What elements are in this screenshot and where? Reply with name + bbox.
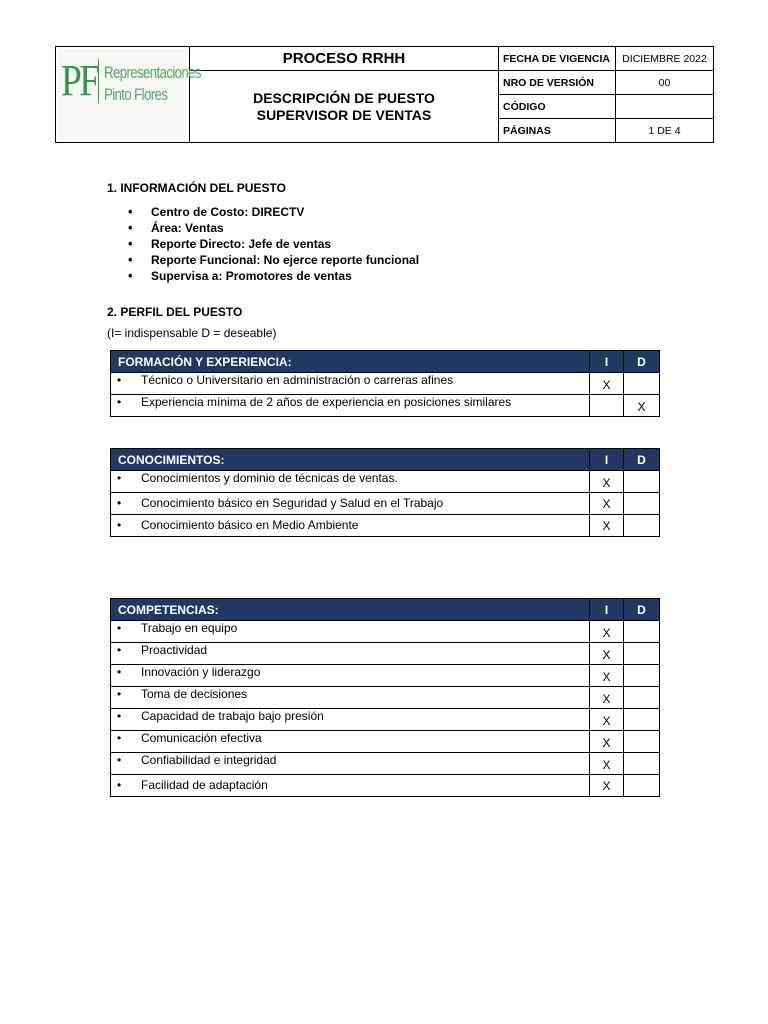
column-i-header: I bbox=[590, 599, 624, 621]
row-text: Proactividad bbox=[141, 643, 208, 657]
document-title-line-1: DESCRIPCIÓN DE PUESTO bbox=[253, 89, 435, 106]
row-text: Trabajo en equipo bbox=[141, 621, 238, 635]
mark-i: X bbox=[590, 709, 624, 731]
mark-i: X bbox=[590, 643, 624, 665]
mark-i bbox=[590, 395, 624, 417]
field-label-version: NRO DE VERSIÓN bbox=[499, 71, 616, 95]
mark-i: X bbox=[590, 731, 624, 753]
list-item: • Centro de Costo: DIRECTV bbox=[128, 204, 419, 220]
mark-i: X bbox=[590, 471, 624, 493]
table-header: COMPETENCIAS: bbox=[111, 599, 590, 621]
process-name: PROCESO RRHH bbox=[190, 47, 499, 71]
logo-cell bbox=[56, 47, 201, 143]
mark-d bbox=[624, 731, 660, 753]
row-text: Confiabilidad e integridad bbox=[141, 753, 277, 767]
field-label-codigo: CÓDIGO bbox=[499, 95, 616, 119]
table-row bbox=[111, 493, 660, 515]
list-item: • Reporte Funcional: No ejerce reporte funcional bbox=[128, 252, 419, 268]
row-text: Innovación y liderazgo bbox=[141, 665, 261, 679]
company-logo bbox=[58, 49, 201, 139]
bullet: • bbox=[117, 373, 122, 387]
mark-d bbox=[624, 621, 660, 643]
table-row bbox=[111, 643, 660, 665]
row-text: Técnico o Universitario en administración o carreras afines bbox=[141, 373, 454, 387]
field-label-vigencia: FECHA DE VIGENCIA bbox=[499, 47, 616, 71]
table-row bbox=[111, 709, 660, 731]
mark-i: X bbox=[590, 687, 624, 709]
document-header bbox=[55, 46, 714, 143]
row-text: Facilidad de adaptación bbox=[141, 778, 268, 792]
table-row bbox=[111, 687, 660, 709]
mark-d bbox=[624, 373, 660, 395]
column-d-header: D bbox=[624, 351, 660, 373]
row-text: Conocimientos y dominio de técnicas de ventas. bbox=[141, 471, 398, 485]
bullet: • bbox=[117, 496, 122, 510]
table-header: CONOCIMIENTOS: bbox=[111, 449, 590, 471]
column-i-header: I bbox=[590, 351, 624, 373]
bullet: • bbox=[117, 621, 122, 635]
formacion-table bbox=[110, 350, 660, 417]
list-item: • Área: Ventas bbox=[128, 220, 419, 236]
field-value-codigo bbox=[616, 95, 714, 119]
mark-d bbox=[624, 665, 660, 687]
table-row bbox=[111, 515, 660, 537]
mark-d: X bbox=[624, 395, 660, 417]
row-text: Capacidad de trabajo bajo presión bbox=[141, 709, 324, 723]
row-text: Toma de decisiones bbox=[141, 687, 248, 701]
field-value-version: 00 bbox=[616, 71, 714, 95]
row-text: Experiencia mínima de 2 años de experiencia en posiciones similares bbox=[141, 395, 512, 409]
row-text: Conocimiento básico en Seguridad y Salud en el Trabajo bbox=[141, 496, 444, 510]
mark-d bbox=[624, 687, 660, 709]
bullet: • bbox=[117, 665, 122, 679]
column-d-header: D bbox=[624, 599, 660, 621]
table-row bbox=[111, 753, 660, 775]
mark-i: X bbox=[590, 621, 624, 643]
logo-line-1: Representaciones bbox=[104, 63, 201, 82]
table-header: FORMACIÓN Y EXPERIENCIA: bbox=[111, 351, 590, 373]
competencias-table bbox=[110, 598, 660, 797]
mark-d bbox=[624, 515, 660, 537]
document-title bbox=[190, 71, 499, 143]
mark-d bbox=[624, 709, 660, 731]
bullet: • bbox=[117, 731, 122, 745]
document-title-line-2: SUPERVISOR DE VENTAS bbox=[256, 106, 432, 123]
mark-i: X bbox=[590, 665, 624, 687]
mark-d bbox=[624, 471, 660, 493]
column-i-header: I bbox=[590, 449, 624, 471]
mark-i: X bbox=[590, 515, 624, 537]
table-row bbox=[111, 621, 660, 643]
table-row bbox=[111, 471, 660, 493]
conocimientos-table bbox=[110, 448, 660, 537]
mark-i: X bbox=[590, 753, 624, 775]
bullet: • bbox=[117, 518, 122, 532]
field-label-paginas: PÁGINAS bbox=[499, 119, 616, 143]
section-2-title: 2. PERFIL DEL PUESTO bbox=[107, 305, 243, 319]
table-row bbox=[111, 395, 660, 417]
field-value-paginas: 1 DE 4 bbox=[616, 119, 714, 143]
bullet: • bbox=[117, 643, 122, 657]
mark-d bbox=[624, 753, 660, 775]
logo-divider bbox=[98, 59, 99, 103]
bullet: • bbox=[117, 471, 122, 485]
legend-note: (I= indispensable D = deseable) bbox=[107, 326, 277, 340]
row-text: Comunicación efectiva bbox=[141, 731, 262, 745]
bullet: • bbox=[117, 395, 122, 409]
position-info-list bbox=[128, 204, 419, 284]
list-item: • Supervisa a: Promotores de ventas bbox=[128, 268, 419, 284]
column-d-header: D bbox=[624, 449, 660, 471]
table-row bbox=[111, 731, 660, 753]
mark-d bbox=[624, 775, 660, 797]
logo-line-2: Pinto Flores bbox=[104, 85, 168, 104]
table-row bbox=[111, 665, 660, 687]
mark-d bbox=[624, 493, 660, 515]
mark-i: X bbox=[590, 373, 624, 395]
section-1-title: 1. INFORMACIÓN DEL PUESTO bbox=[107, 181, 286, 195]
row-text: Conocimiento básico en Medio Ambiente bbox=[141, 518, 359, 532]
mark-i: X bbox=[590, 775, 624, 797]
bullet: • bbox=[117, 778, 122, 792]
logo-mark: PF bbox=[61, 56, 98, 105]
mark-i: X bbox=[590, 493, 624, 515]
mark-d bbox=[624, 643, 660, 665]
field-value-vigencia: DICIEMBRE 2022 bbox=[616, 47, 714, 71]
list-item: • Reporte Directo: Jefe de ventas bbox=[128, 236, 419, 252]
bullet: • bbox=[117, 753, 122, 767]
bullet: • bbox=[117, 709, 122, 723]
bullet: • bbox=[117, 687, 122, 701]
table-row bbox=[111, 373, 660, 395]
table-row bbox=[111, 775, 660, 797]
